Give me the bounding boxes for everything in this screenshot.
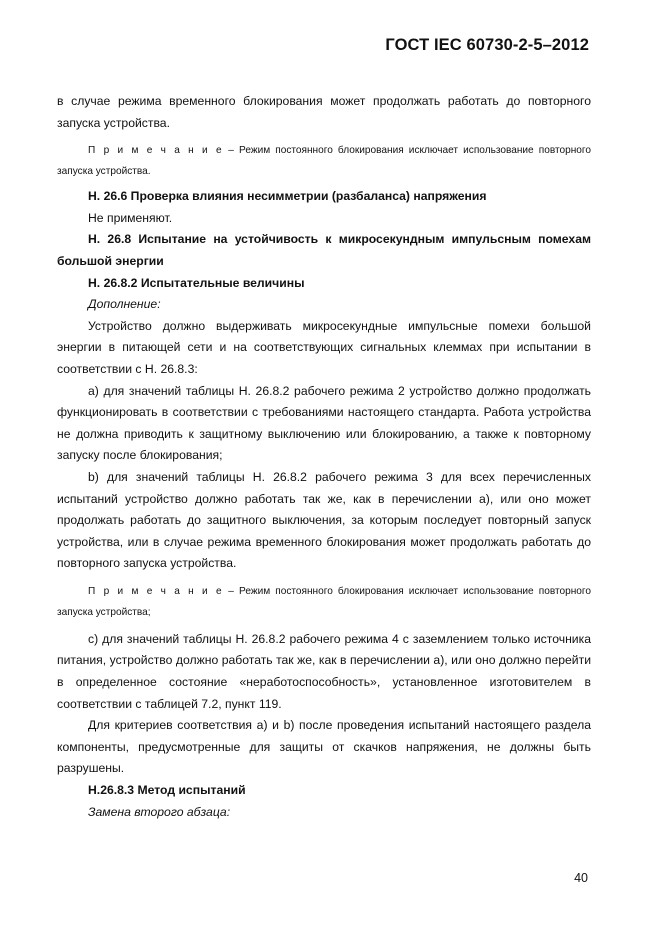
heading-h-26-8-3: Н.26.8.3 Метод испытаний <box>88 783 246 798</box>
supplement-label: Дополнение: <box>88 297 161 312</box>
heading-h-26-8-2: Н. 26.8.2 Испытательные величины <box>88 275 305 290</box>
item-a: а) для значений таблицы Н. 26.8.2 рабочего режима 2 устройство должно продолжать функционировать в соответствии с требованиями настоящего стандарта. Работа устройства не должна приводить к защитному выключению или блокированию, а также к повторному запуску после блокирования; <box>57 383 591 463</box>
item-b: b) для значений таблицы Н. 26.8.2 рабочего режима 3 для всех перечисленных испытаний устройство должно работать так же, как в перечислении а), или оно может продолжать работать до защитного выключения, за которым последует повторный запуск устройства, или в случае режима временного блокирования может продолжать работать до повторного запуска устройства. <box>57 469 591 571</box>
not-applied-paragraph: Не применяют. <box>88 210 173 225</box>
page-number: 40 <box>574 871 588 885</box>
note-2-text: – Режим постоянного блокирования исключает использование повторного запуска устройства; <box>57 585 591 618</box>
heading-h-26-6: Н. 26.6 Проверка влияния несимметрии (разбаланса) напряжения <box>88 189 487 204</box>
replacement-label: Замена второго абзаца: <box>88 804 231 819</box>
device-requirement-paragraph: Устройство должно выдерживать микросекундные импульсные помехи большой энергии в питающей сети и на соответствующих сигнальных клеммах при испытании в соответствии с Н. 26.8.3: <box>57 318 591 376</box>
criteria-paragraph: Для критериев соответствия а) и b) после проведения испытаний настоящего раздела компоненты, предусмотренные для защиты от скачков напряжения, не должны быть разрушены. <box>57 718 591 776</box>
item-c: с) для значений таблицы Н. 26.8.2 рабочего режима 4 с заземлением только источника питания, устройство должно работать так же, как в перечислении а), или оно должно перейти в определенное состояние «неработоспособность», установленное изготовителем в соответствии с таблицей 7.2, пункт 119. <box>57 631 591 711</box>
note-2 <box>57 581 591 623</box>
note-1 <box>57 140 591 182</box>
page-content <box>57 91 591 823</box>
heading-h-26-8: Н. 26.8 Испытание на устойчивость к микросекундным импульсным помехам большой энергии <box>57 232 591 268</box>
note-1-text: – Режим постоянного блокирования исключает использование повторного запуска устройства. <box>57 145 591 178</box>
continued-paragraph: в случае режима временного блокирования может продолжать работать до повторного запуска устройства. <box>57 94 591 130</box>
standard-designation: ГОСТ IEC 60730-2-5–2012 <box>385 36 589 54</box>
note-1-label: П р и м е ч а н и е <box>88 145 224 157</box>
note-2-label: П р и м е ч а н и е <box>88 585 224 597</box>
